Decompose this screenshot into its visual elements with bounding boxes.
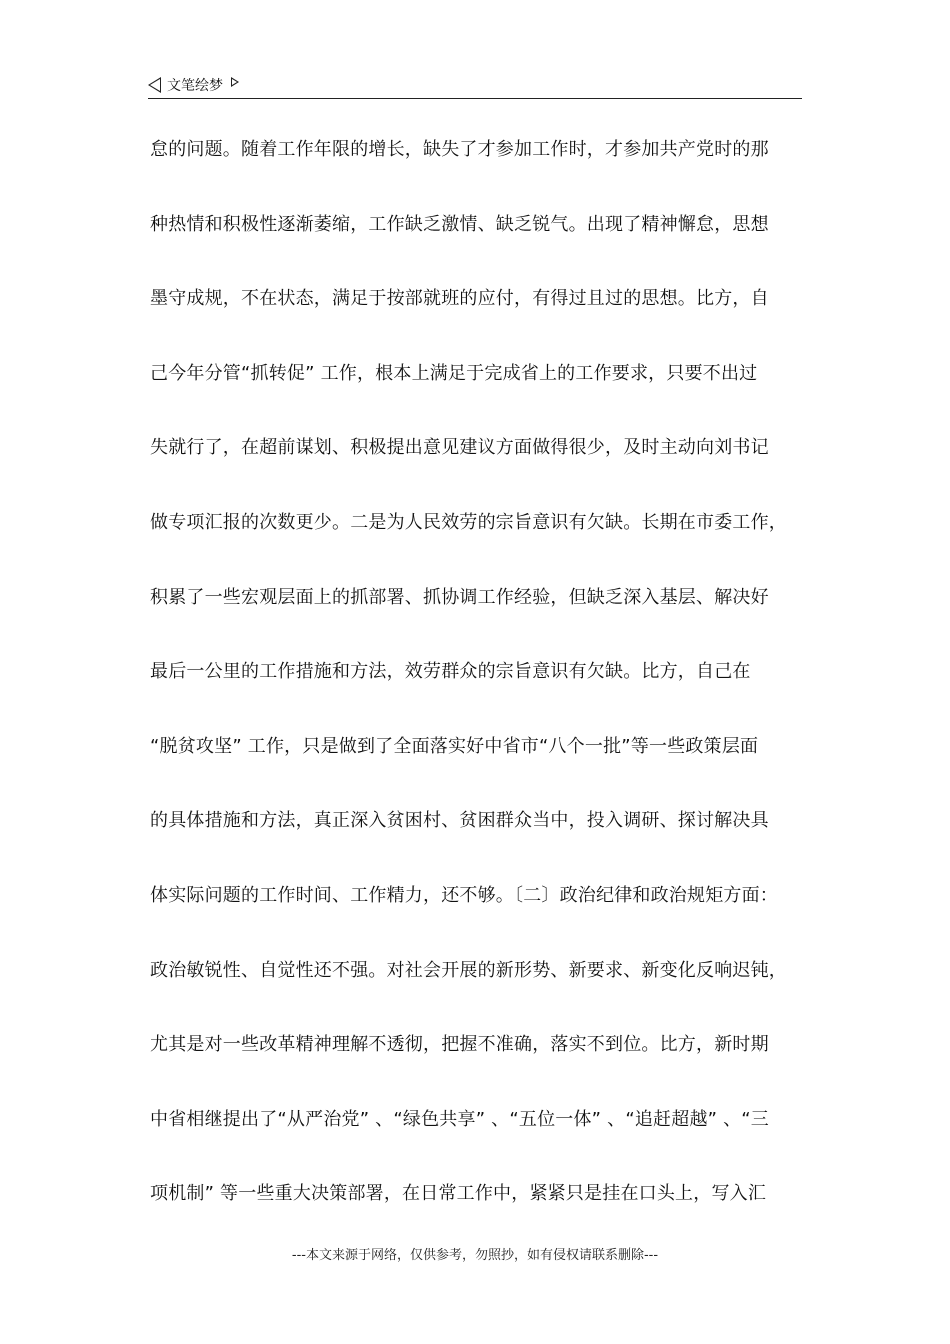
text-line: 墨守成规，不在状态，满足于按部就班的应付，有得过且过的思想。比方，自 [150, 288, 769, 310]
text-line: 失就行了，在超前谋划、积极提出意见建议方面做得很少，及时主动向刘书记 [150, 437, 769, 459]
text-line: 怠的问题。随着工作年限的增长，缺失了才参加工作时，才参加共产党时的那 [150, 139, 769, 160]
text-line: 积累了一些宏观层面上的抓部署、抓协调工作经验，但缺乏深入基层、解决好 [150, 586, 769, 608]
document-body [150, 130, 830, 1249]
text-line: 种热情和积极性逐渐萎缩，工作缺乏激情、缺乏锐气。出现了精神懈怠，思想 [150, 213, 769, 235]
text-line: 项机制” 等一些重大决策部署，在日常工作中，紧紧只是挂在口头上，写入汇 [150, 1183, 767, 1205]
triangle-left-icon [148, 77, 161, 93]
text-line: 做专项汇报的次数更少。二是为人民效劳的宗旨意识有欠缺。长期在市委工作， [150, 511, 787, 533]
text-line: 的具体措施和方法，真正深入贫困村、贫困群众当中，投入调研、探讨解决具 [150, 810, 769, 832]
text-line: 己今年分管“抓转促” 工作，根本上满足于完成省上的工作要求，只要不出过 [150, 362, 758, 384]
text-line: 体实际问题的工作时间、工作精力，还不够。〔二〕政治纪律和政治规矩方面： [150, 884, 778, 906]
text-line: 政治敏锐性、自觉性还不强。对社会开展的新形势、新要求、新变化反响迟钝， [150, 959, 787, 981]
page-footer: ---本文来源于网络，仅供参考，勿照抄，如有侵权请联系删除--- [291, 1248, 659, 1263]
header-row [148, 74, 802, 96]
text-line: 尤其是对一些改革精神理解不透彻，把握不准确，落实不到位。比方，新时期 [150, 1034, 769, 1056]
page-header [148, 74, 802, 99]
header-brand: 文笔绘梦 [167, 78, 223, 94]
triangle-right-icon [231, 77, 239, 87]
text-line: 最后一公里的工作措施和方法，效劳群众的宗旨意识有欠缺。比方，自己在 [150, 661, 751, 683]
text-line: “脱贫攻坚” 工作，只是做到了全面落实好中省市“八个一批”等一些政策层面 [150, 735, 759, 757]
text-line: 中省相继提出了“从严治党” 、“绿色共享” 、“五位一体” 、“追赶超越” 、“三 [150, 1108, 770, 1130]
